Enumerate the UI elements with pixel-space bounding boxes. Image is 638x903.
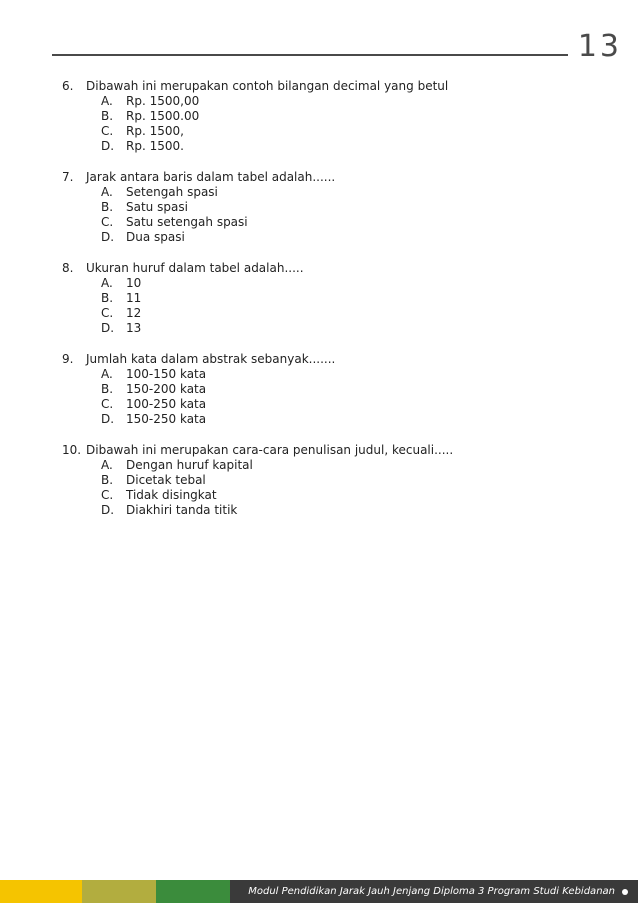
- answer-option: [62, 458, 602, 473]
- question-item: [62, 352, 602, 427]
- question-item: [62, 170, 602, 245]
- option-letter: C.: [101, 306, 114, 320]
- answer-option: [62, 94, 602, 109]
- option-text: Rp. 1500.: [126, 139, 184, 153]
- answer-option: [62, 382, 602, 397]
- question-row: [62, 261, 602, 276]
- option-text: Satu spasi: [126, 200, 188, 214]
- answer-option: [62, 306, 602, 321]
- footer-text: Modul Pendidikan Jarak Jauh Jenjang Diploma 3 Program Studi Kebidanan: [248, 886, 615, 897]
- answer-option: [62, 291, 602, 306]
- question-text: Jarak antara baris dalam tabel adalah......: [86, 170, 336, 184]
- question-number: 6.: [62, 79, 74, 93]
- option-text: Rp. 1500.00: [126, 109, 200, 123]
- question-row: [62, 443, 602, 458]
- answer-option: [62, 124, 602, 139]
- answer-option: [62, 230, 602, 245]
- option-text: 12: [126, 306, 142, 320]
- option-text: Tidak disingkat: [126, 488, 217, 502]
- answer-option: [62, 215, 602, 230]
- option-text: 150-200 kata: [126, 382, 207, 396]
- option-letter: C.: [101, 215, 114, 229]
- answer-option: [62, 473, 602, 488]
- option-text: Dengan huruf kapital: [126, 458, 253, 472]
- option-text: Satu setengah spasi: [126, 215, 248, 229]
- option-letter: B.: [101, 109, 114, 123]
- answer-option: [62, 397, 602, 412]
- option-letter: D.: [101, 412, 115, 426]
- option-list: [62, 94, 602, 154]
- option-text: 10: [126, 276, 142, 290]
- question-text: Dibawah ini merupakan cara-cara penulisan judul, kecuali.....: [86, 443, 454, 457]
- option-letter: B.: [101, 200, 114, 214]
- question-item: [62, 261, 602, 336]
- question-item: [62, 79, 602, 154]
- footer: [0, 880, 638, 903]
- answer-option: [62, 200, 602, 215]
- option-letter: A.: [101, 94, 113, 108]
- answer-option: [62, 503, 602, 518]
- footer-band-yellow: [0, 880, 82, 903]
- question-number: 7.: [62, 170, 74, 184]
- option-text: 11: [126, 291, 142, 305]
- option-letter: B.: [101, 473, 114, 487]
- option-text: Rp. 1500,00: [126, 94, 200, 108]
- option-text: 100-150 kata: [126, 367, 207, 381]
- answer-option: [62, 276, 602, 291]
- answer-option: [62, 488, 602, 503]
- question-list: [62, 79, 602, 534]
- question-number: 9.: [62, 352, 74, 366]
- option-letter: A.: [101, 367, 113, 381]
- option-list: [62, 276, 602, 336]
- question-row: [62, 79, 602, 94]
- answer-option: [62, 109, 602, 124]
- question-row: [62, 170, 602, 185]
- question-text: Jumlah kata dalam abstrak sebanyak.......: [86, 352, 336, 366]
- option-letter: B.: [101, 382, 114, 396]
- option-letter: C.: [101, 488, 114, 502]
- answer-option: [62, 139, 602, 154]
- question-number: 8.: [62, 261, 74, 275]
- footer-bar: [230, 880, 638, 903]
- footer-band-olive: [82, 880, 156, 903]
- option-letter: A.: [101, 458, 113, 472]
- footer-dot-icon: [622, 889, 628, 895]
- page-number: 13: [577, 29, 622, 64]
- option-list: [62, 367, 602, 427]
- option-list: [62, 458, 602, 518]
- option-text: 100-250 kata: [126, 397, 207, 411]
- option-letter: D.: [101, 503, 115, 517]
- answer-option: [62, 412, 602, 427]
- option-text: Dicetak tebal: [126, 473, 206, 487]
- option-text: 13: [126, 321, 142, 335]
- option-list: [62, 185, 602, 245]
- question-text: Dibawah ini merupakan contoh bilangan decimal yang betul: [86, 79, 449, 93]
- question-row: [62, 352, 602, 367]
- option-letter: A.: [101, 185, 113, 199]
- option-text: Setengah spasi: [126, 185, 218, 199]
- option-text: 150-250 kata: [126, 412, 207, 426]
- answer-option: [62, 367, 602, 382]
- option-text: Rp. 1500,: [126, 124, 184, 138]
- option-letter: C.: [101, 124, 114, 138]
- option-text: Diakhiri tanda titik: [126, 503, 238, 517]
- option-letter: B.: [101, 291, 114, 305]
- option-letter: D.: [101, 321, 115, 335]
- option-letter: A.: [101, 276, 113, 290]
- option-letter: C.: [101, 397, 114, 411]
- header-rule: [52, 54, 568, 56]
- answer-option: [62, 185, 602, 200]
- question-text: Ukuran huruf dalam tabel adalah.....: [86, 261, 304, 275]
- footer-band-green: [156, 880, 230, 903]
- answer-option: [62, 321, 602, 336]
- question-item: [62, 443, 602, 518]
- question-number: 10.: [62, 443, 82, 457]
- option-letter: D.: [101, 139, 115, 153]
- option-letter: D.: [101, 230, 115, 244]
- option-text: Dua spasi: [126, 230, 185, 244]
